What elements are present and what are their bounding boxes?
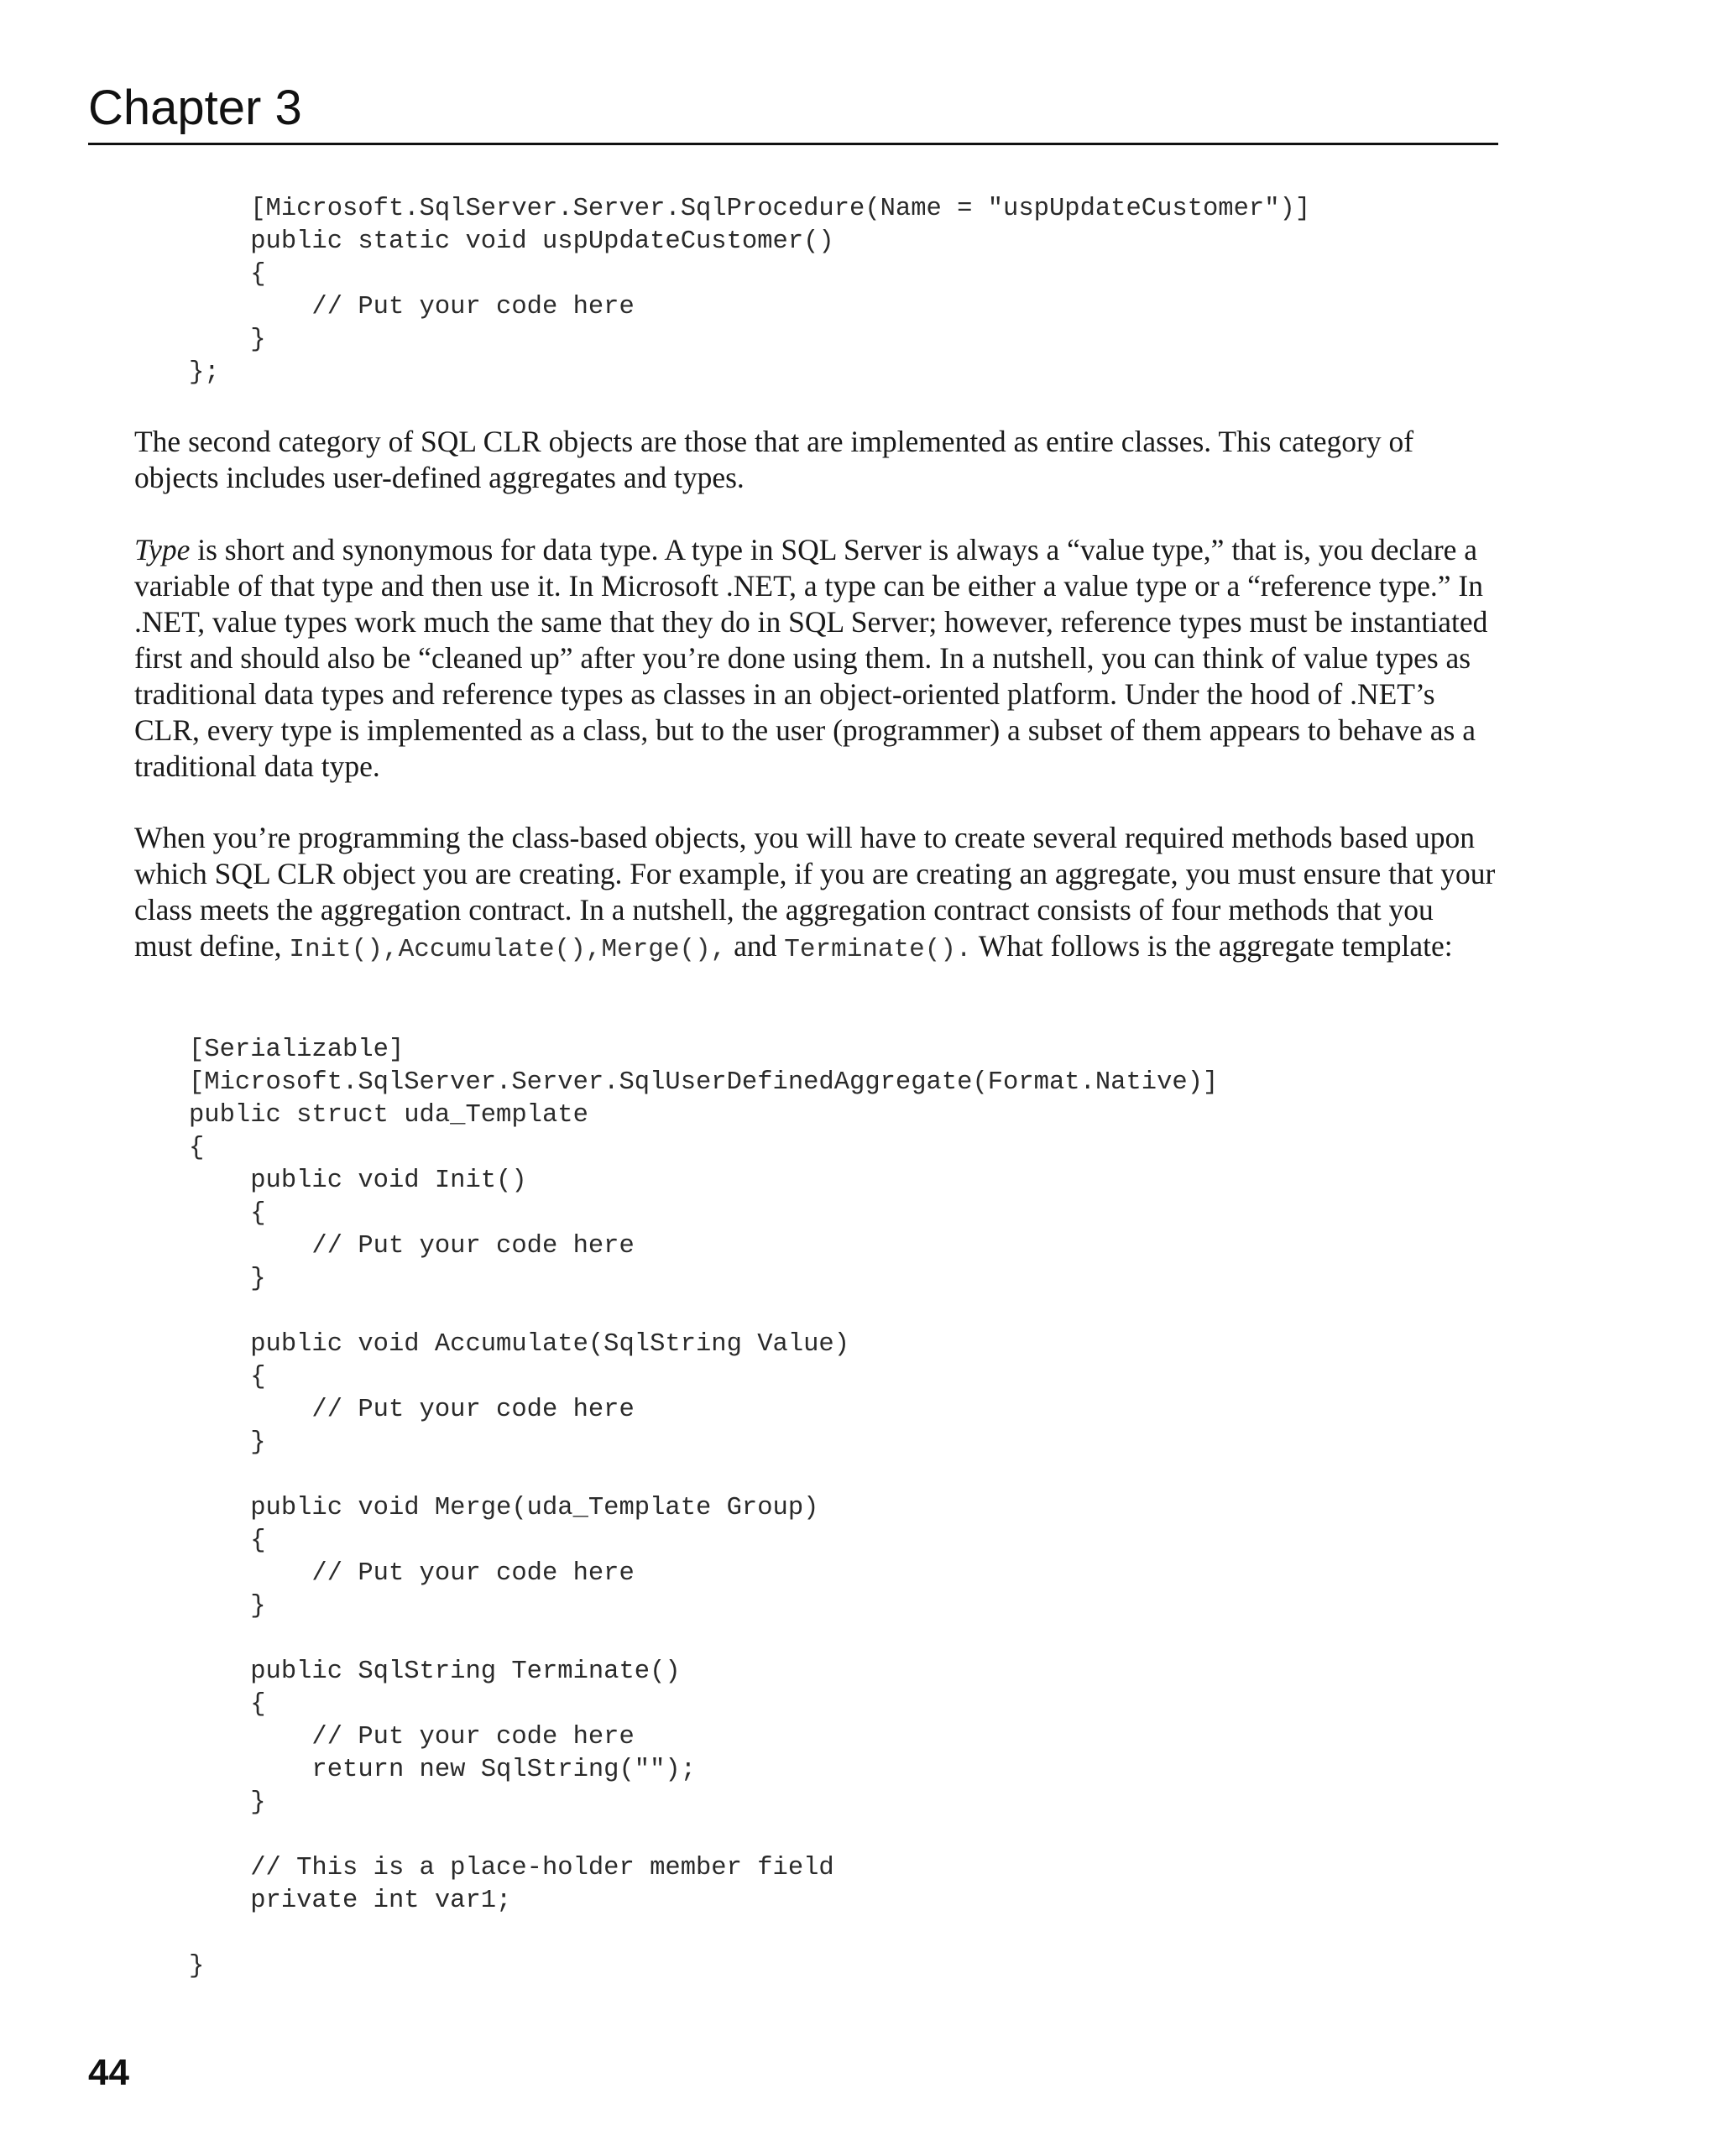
inline-code-terminate: Terminate().	[784, 935, 972, 964]
code-block-procedure: [Microsoft.SqlServer.Server.SqlProcedure(Name = "uspUpdateCustomer")] public static void uspUpdateCustomer() { // Put your code here } };	[189, 195, 1311, 387]
chapter-title: Chapter 3	[88, 81, 302, 135]
code-block-aggregate-template: [Serializable] [Microsoft.SqlServer.Server.SqlUserDefinedAggregate(Format.Native)] public struct uda_Template { public void Init() { // Put your code here } public void Accumulate(SqlString Value) { // Put your code here } public void Merge(uda_Template Group) { // Put your code here } public SqlString Terminate() { // Put your code here return new SqlString(""); } // This is a place-holder member field private int var1; }	[189, 1036, 1219, 1981]
type-paragraph-text: is short and synonymous for data type. A type in SQL Server is always a “value type,” that is, you declare a variable of that type and then use it. In Microsoft .NET, a type can be either a value type or a “reference type.” In .NET, value types work much the same that they do in SQL Server; however, reference types must be instantiated first and should also be “cleaned up” after you’re done using them. In a nutshell, you can think of value types as traditional data types and reference types as classes in an object-oriented platform. Under the hood of .NET’s CLR, every type is implemented as a class, but to the user (programmer) a subset of them appears to behave as a traditional data type.	[134, 533, 1488, 783]
inline-code-merge: Merge(),	[601, 935, 727, 964]
inline-code-accumulate: Accumulate(),	[398, 935, 602, 964]
page-number: 44	[88, 2052, 129, 2093]
paragraph-type-definition	[134, 532, 1498, 785]
header-rule	[88, 143, 1498, 145]
paragraph-aggregation-contract	[134, 820, 1498, 968]
contract-word-and: and	[726, 929, 785, 963]
paragraph-class-objects: The second category of SQL CLR objects are those that are implemented as entire classes. This category of objects includes user-defined aggregates and types.	[134, 425, 1414, 494]
contract-text-before: When you’re programming the class-based objects, you will have to create several required methods based upon which SQL CLR object you are creating. For example, if you are creating an aggregate, you must ensure that your class meets the aggregation contract. In a nutshell, the aggregation contract consists of four methods that you must define,	[134, 821, 1496, 963]
type-italic-term: Type	[134, 533, 191, 566]
inline-code-init: Init(),	[289, 935, 399, 964]
contract-text-after: What follows is the aggregate template:	[971, 929, 1453, 963]
